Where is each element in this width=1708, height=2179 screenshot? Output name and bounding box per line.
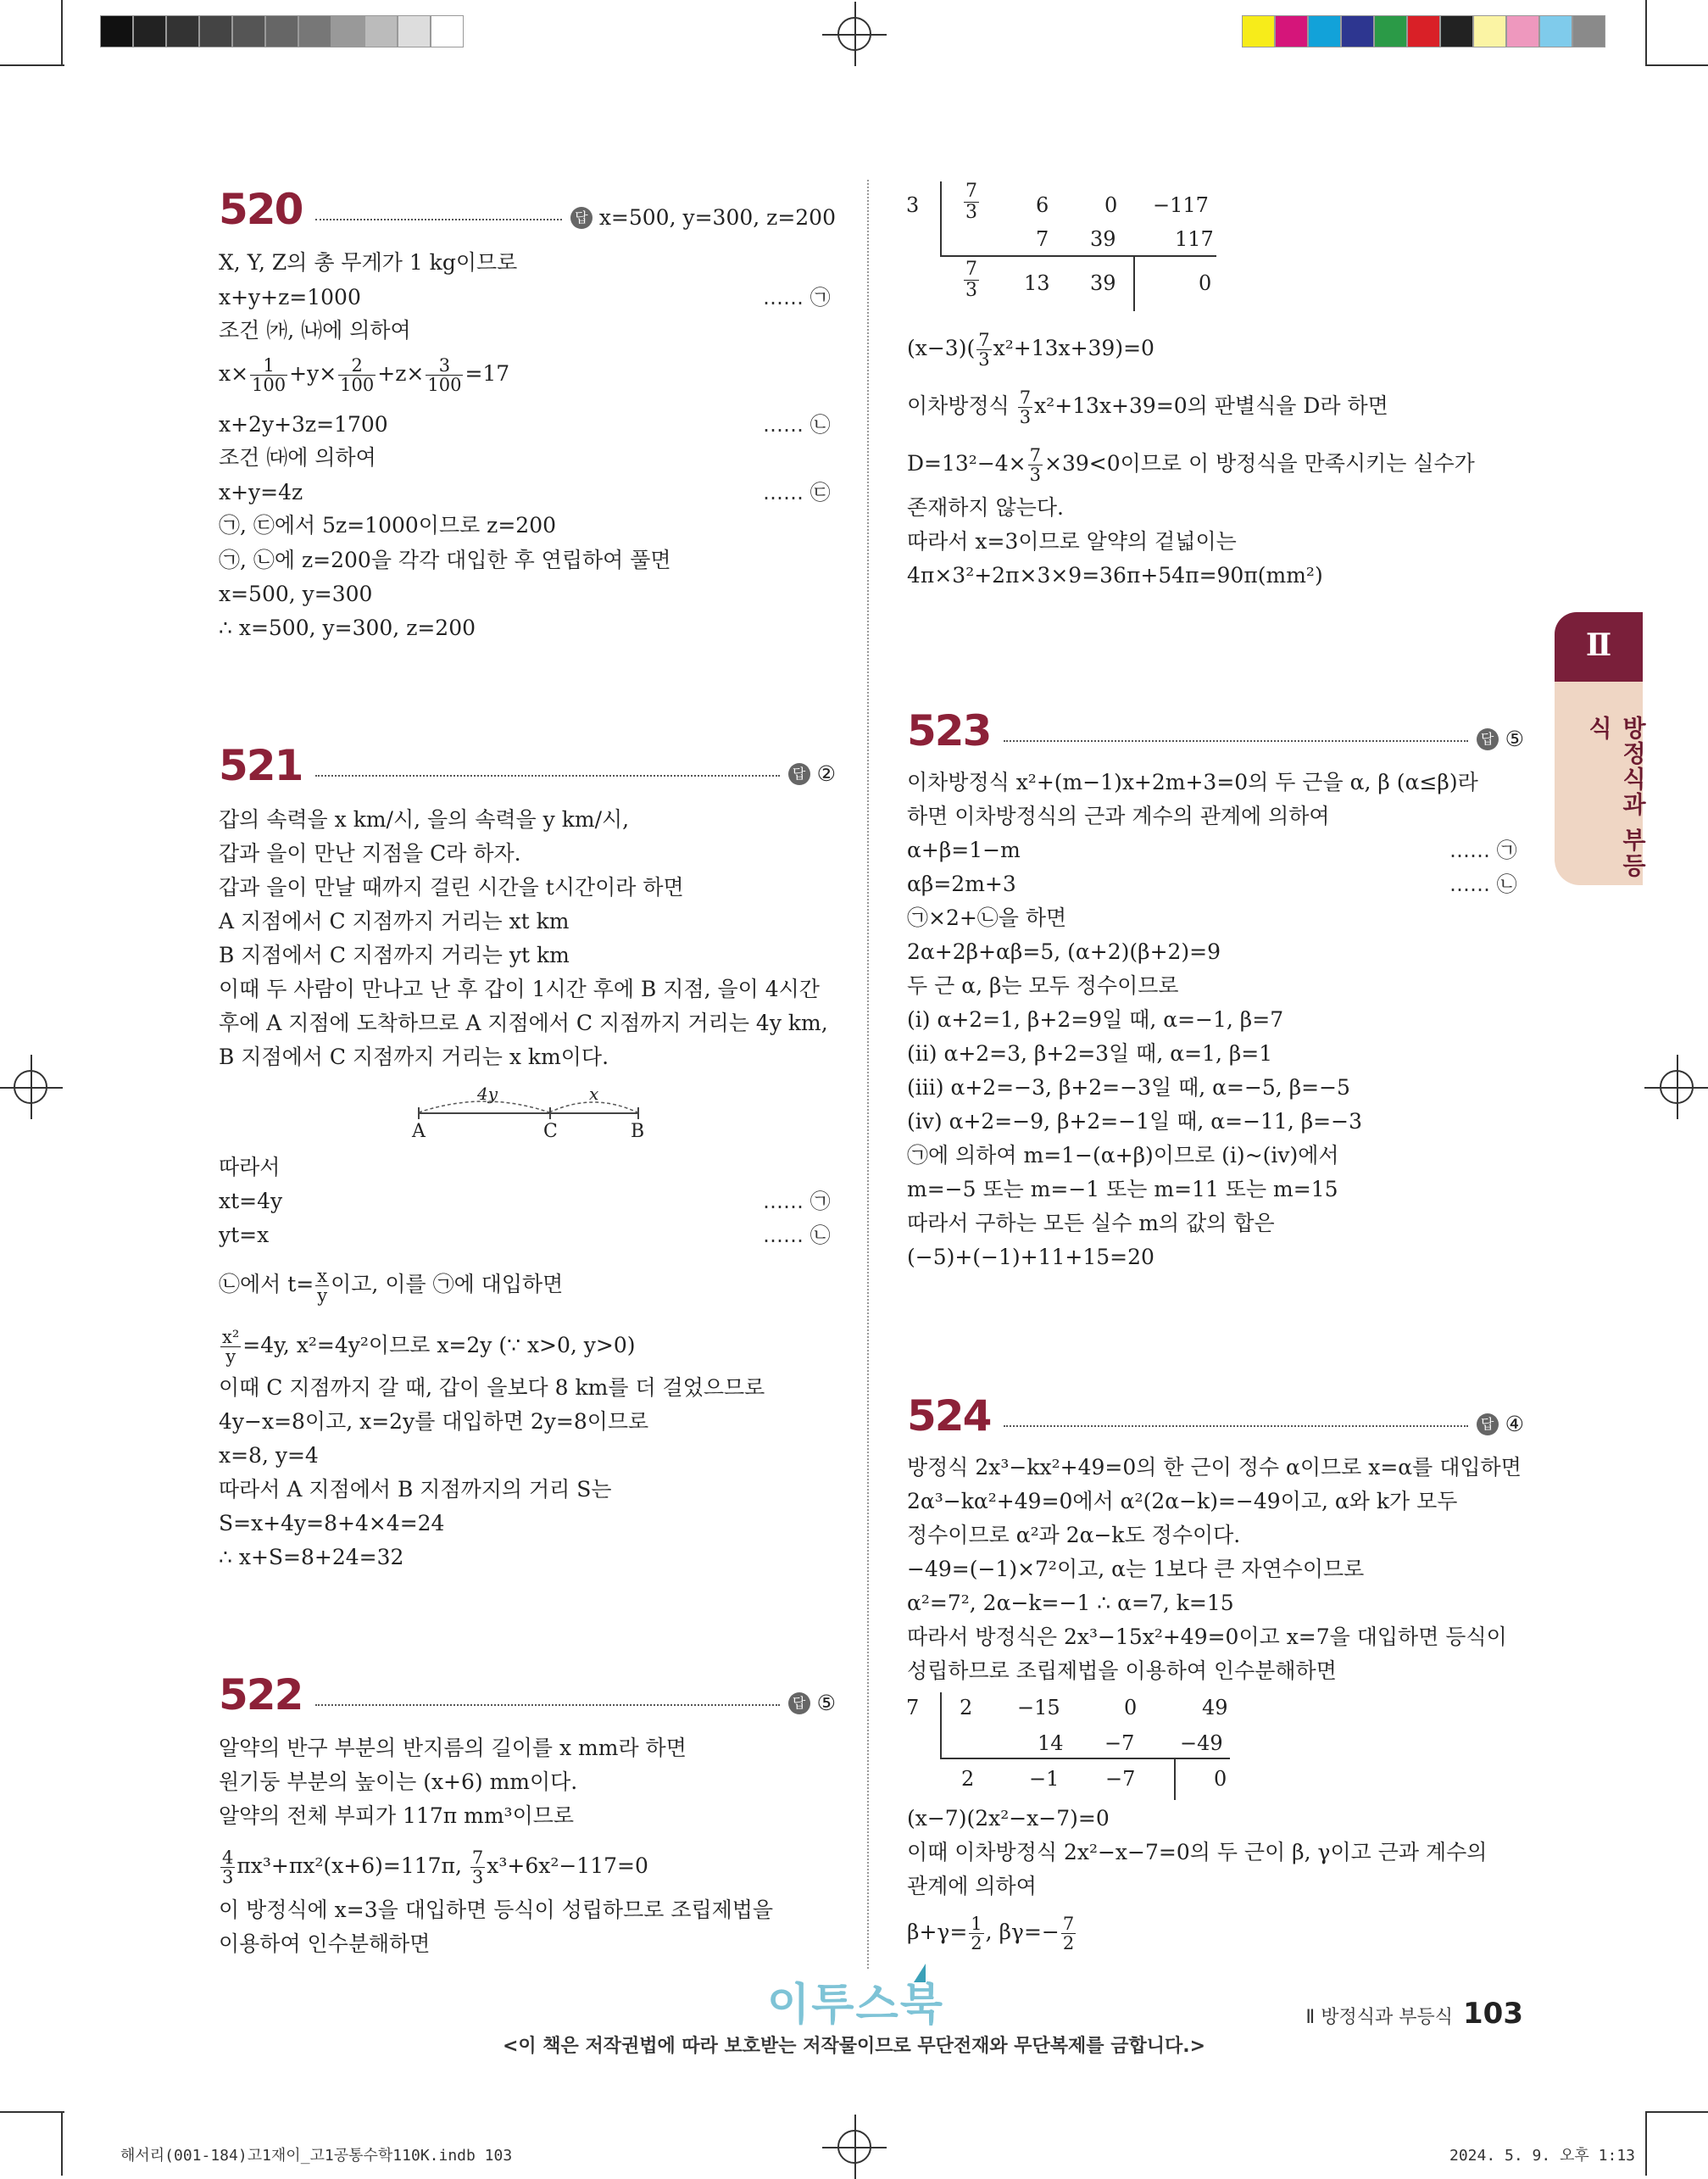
- crop-mark: [1645, 2111, 1647, 2176]
- synth-cell: 14: [1038, 1731, 1064, 1755]
- problem-header-522: [219, 1670, 836, 1719]
- fraction: $\frac{x}{y}$: [317, 1266, 328, 1306]
- solution-line: 조건 ㈎, ㈏에 의하여: [219, 318, 411, 343]
- synth-result-vline: [1174, 1758, 1176, 1800]
- color-swatch: [1407, 15, 1440, 47]
- solution-line: (ⅳ) α+2=−9, β+2=−1일 때, α=−11, β=−3: [907, 1109, 1362, 1134]
- publisher-logo: 이투스북: [767, 1980, 944, 2031]
- solution-line: 하면 이차방정식의 근과 계수의 관계에 의하여: [907, 804, 1330, 828]
- answer-text: ②: [816, 761, 836, 786]
- solution-line: 이때 C 지점까지 갈 때, 갑이 을보다 8 km를 더 걸었으므로: [219, 1375, 765, 1400]
- solution-line: 2α³−kα²+49=0에서 α²(2α−k)=−49이고, α와 k가 모두: [907, 1489, 1458, 1513]
- solution-line: x+y=4z: [219, 480, 303, 504]
- answer: [1477, 1412, 1524, 1437]
- solution-line: x+2y+3z=1700: [219, 412, 388, 437]
- solution-line-fraction: (x−3)( $\frac{7}{3}$ x²+13x+39)=0: [907, 330, 1154, 370]
- synth-cell: −49: [1180, 1731, 1223, 1755]
- synth-hline: [940, 1758, 1230, 1759]
- synth-cell: 0: [1214, 1767, 1227, 1791]
- gray-swatch: [265, 15, 298, 47]
- fraction: $\frac{1}{2}$: [971, 1914, 982, 1953]
- solution-line-fraction: β+γ= $\frac{1}{2}$ , βγ=− $\frac{7}{2}$: [907, 1914, 1075, 1953]
- fraction: $\frac{2}{100}$: [340, 355, 375, 395]
- answer-badge: 답: [570, 207, 593, 229]
- solution-line: 존재하지 않는다.: [907, 495, 1064, 520]
- synth-cell-frac: $\frac{7}{3}$: [965, 181, 977, 223]
- solution-line: 이용하여 인수분해하면: [219, 1931, 431, 1956]
- synth-cell: 6: [1036, 193, 1049, 217]
- synth-cell-frac: $\frac{7}{3}$: [965, 259, 977, 301]
- solution-line: 따라서 방정식은 2x³−15x²+49=0이고 x=7을 대입하면 등식이: [907, 1624, 1507, 1649]
- synth-cell: 7: [1036, 227, 1049, 251]
- problem-number: 523: [907, 706, 991, 755]
- equation-tag: …… ㉠: [763, 286, 831, 309]
- leader-dots: [315, 775, 779, 777]
- footer-section-title: Ⅱ 방정식과 부등식: [1305, 2007, 1454, 2028]
- synth-result-vline: [1133, 255, 1135, 311]
- equation-tag: …… ㉠: [763, 1190, 831, 1213]
- color-swatch: [1308, 15, 1341, 47]
- fraction: $\frac{7}{3}$: [471, 1847, 484, 1887]
- diagram-point-A: A: [412, 1121, 426, 1142]
- answer: [788, 761, 836, 787]
- column-divider: [867, 180, 869, 1969]
- problem-number: 521: [219, 741, 303, 790]
- fraction: $\frac{\text{x²}}{y}$: [222, 1327, 240, 1367]
- problem-header-523: [907, 706, 1524, 755]
- solution-line-fraction: ㉡에서 t= $\frac{x}{y}$ 이고, 이를 ㉠에 대입하면: [219, 1266, 564, 1306]
- solution-line: 이때 이차방정식 2x²−x−7=0의 두 근이 β, γ이고 근과 계수의: [907, 1840, 1488, 1864]
- solution-line: (ⅱ) α+2=3, β+2=3일 때, α=1, β=1: [907, 1041, 1273, 1066]
- solution-line: (x−7)(2x²−x−7)=0: [907, 1806, 1110, 1831]
- gray-swatch: [199, 15, 232, 47]
- gray-swatch: [166, 15, 199, 47]
- crop-mark: [61, 0, 63, 66]
- synth-cell: −117: [1153, 193, 1209, 217]
- equation-tag: …… ㉡: [763, 1223, 831, 1247]
- gray-swatch: [331, 15, 364, 47]
- gray-swatch: [298, 15, 331, 47]
- registration-mark-icon: [14, 1070, 47, 1104]
- synth-cell: 39: [1090, 227, 1116, 251]
- gray-swatch: [100, 15, 133, 47]
- crop-mark: [0, 64, 64, 66]
- diagram-point-C: C: [543, 1121, 558, 1142]
- color-calibration-bar: [1242, 15, 1605, 47]
- solution-line: (−5)+(−1)+11+15=20: [907, 1245, 1154, 1269]
- synth-vline: [940, 1692, 942, 1758]
- leader-dots: [1004, 1425, 1467, 1427]
- chapter-tab-label: 방정식과 부등식: [1555, 682, 1643, 885]
- synth-cell: −7: [1104, 1731, 1135, 1755]
- logo-mark-icon: [914, 1964, 926, 1982]
- fraction: $\frac{4}{3}$: [222, 1847, 234, 1887]
- distance-arcs: [417, 1089, 641, 1119]
- registration-mark-icon: [1660, 1070, 1694, 1104]
- diagram-tick: [637, 1107, 639, 1119]
- solution-line: xt=4y: [219, 1189, 283, 1213]
- solution-line: A 지점에서 C 지점까지 거리는 xt km: [219, 909, 570, 933]
- fraction: $\frac{7}{3}$: [1019, 387, 1032, 427]
- color-swatch: [1572, 15, 1605, 47]
- problem-header-520: [219, 185, 836, 234]
- solution-line: 따라서 구하는 모든 실수 m의 값의 합은: [907, 1211, 1275, 1235]
- solution-line-fraction: D=13²−4× $\frac{7}{3}$ ×39<0이므로 이 방정식을 만족시키는 실수가: [907, 445, 1475, 485]
- solution-line: 두 근 α, β는 모두 정수이므로: [907, 973, 1179, 998]
- problem-number: 522: [219, 1670, 303, 1719]
- problem-header-524: [907, 1391, 1524, 1441]
- crop-mark: [1645, 64, 1708, 66]
- footer-section: [1305, 1997, 1523, 2031]
- solution-line: α+β=1−m: [907, 838, 1021, 862]
- color-swatch: [1473, 15, 1506, 47]
- solution-line: B 지점에서 C 지점까지 거리는 x km이다.: [219, 1045, 609, 1069]
- synth-cell: 39: [1090, 271, 1116, 295]
- registration-mark-icon: [837, 17, 871, 51]
- grayscale-calibration-bar: [100, 15, 464, 47]
- synth-root: 3: [906, 193, 920, 217]
- synth-cell: 0: [1124, 1696, 1138, 1719]
- copyright-notice: <이 책은 저작권법에 따라 보호받는 저작물이므로 무단전재와 무단복제를 금합니다.>: [502, 2036, 1206, 2057]
- solution-line: α²=7², 2α−k=−1 ∴ α=7, k=15: [907, 1591, 1234, 1615]
- fraction: $\frac{7}{2}$: [1062, 1914, 1075, 1953]
- solution-line: 조건 ㈐에 의하여: [219, 445, 376, 470]
- solution-line-fraction: 이차방정식 $\frac{7}{3}$ x²+13x+39=0의 판별식을 D라 하면: [907, 387, 1388, 427]
- equation-tag: …… ㉠: [1449, 839, 1517, 862]
- synth-cell: −7: [1105, 1767, 1136, 1791]
- problem-number: 520: [219, 185, 303, 234]
- solution-line: 이때 두 사람이 만나고 난 후 갑이 1시간 후에 B 지점, 을이 4시간: [219, 977, 820, 1001]
- solution-line: B 지점에서 C 지점까지 거리는 yt km: [219, 943, 570, 967]
- answer-badge: 답: [788, 1692, 810, 1714]
- color-swatch: [1506, 15, 1539, 47]
- color-swatch: [1374, 15, 1407, 47]
- solution-line: x=500, y=300: [219, 582, 373, 606]
- answer: [570, 205, 836, 231]
- color-swatch: [1242, 15, 1275, 47]
- gray-swatch: [364, 15, 398, 47]
- answer-text: ④: [1505, 1412, 1524, 1436]
- diagram-tick: [549, 1107, 551, 1119]
- diagram-label-x: x: [589, 1084, 599, 1104]
- solution-line: (ⅲ) α+2=−3, β+2=−3일 때, α=−5, β=−5: [907, 1075, 1350, 1100]
- leader-dots: [1004, 740, 1467, 742]
- solution-line: 원기둥 부분의 높이는 (x+6) mm이다.: [219, 1769, 578, 1794]
- solution-line: 관계에 의하여: [907, 1874, 1037, 1898]
- solution-line: ㉠에 의하여 m=1−(α+β)이므로 (ⅰ)~(ⅳ)에서: [907, 1143, 1339, 1168]
- solution-line: (ⅰ) α+2=1, β+2=9일 때, α=−1, β=7: [907, 1007, 1284, 1032]
- solution-line: 방정식 2x³−kx²+49=0의 한 근이 정수 α이므로 x=α를 대입하면: [907, 1455, 1522, 1480]
- crop-mark: [1645, 2111, 1708, 2113]
- solution-line: 따라서 A 지점에서 B 지점까지의 거리 S는: [219, 1477, 612, 1502]
- synth-cell: 49: [1202, 1696, 1228, 1719]
- answer: [1477, 727, 1524, 752]
- synth-root: 7: [906, 1696, 920, 1719]
- synth-cell: 117: [1175, 227, 1214, 251]
- synth-cell: 0: [1104, 193, 1118, 217]
- solution-line: 이 방정식에 x=3을 대입하면 등식이 성립하므로 조립제법을: [219, 1898, 774, 1922]
- leader-dots: [315, 219, 561, 220]
- color-swatch: [1440, 15, 1473, 47]
- fraction: $\frac{7}{3}$: [978, 330, 990, 370]
- solution-line: ㉠, ㉢에서 5z=1000이므로 z=200: [219, 513, 557, 538]
- solution-line: 성립하므로 조립제법을 이용하여 인수분해하면: [907, 1658, 1337, 1683]
- synth-cell: −15: [1017, 1696, 1060, 1719]
- answer-badge: 답: [1477, 1413, 1499, 1435]
- color-swatch: [1275, 15, 1308, 47]
- synth-cell: 2: [961, 1767, 975, 1791]
- synth-cell: 2: [960, 1696, 973, 1719]
- solution-line: 따라서 x=3이므로 알약의 겉넓이는: [907, 529, 1237, 554]
- fraction: $\frac{3}{100}$: [427, 355, 462, 395]
- solution-line: ㉠×2+㉡을 하면: [907, 906, 1067, 930]
- answer-text: ⑤: [1505, 727, 1524, 751]
- equation-tag: …… ㉡: [1449, 872, 1517, 896]
- color-swatch: [1539, 15, 1572, 47]
- synth-cell: 0: [1199, 271, 1212, 295]
- registration-mark-icon: [837, 2130, 871, 2164]
- solution-line: 알약의 반구 부분의 반지름의 길이를 x mm라 하면: [219, 1736, 687, 1760]
- gray-swatch: [232, 15, 265, 47]
- equation-tag: …… ㉢: [763, 481, 831, 504]
- diagram-segment: [419, 1112, 639, 1114]
- answer-badge: 답: [788, 763, 810, 785]
- answer-badge: 답: [1477, 728, 1499, 750]
- solution-line: 4π×3²+2π×3×9=36π+54π=90π(mm²): [907, 563, 1323, 588]
- page-number: 103: [1463, 1997, 1523, 2031]
- solution-line-fraction: $\frac{4}{3}$ πx³+πx²(x+6)=117π, $\frac{7}{3}$ x³+6x²−117=0: [222, 1847, 648, 1887]
- solution-line: X, Y, Z의 총 무게가 1 kg이므로: [219, 250, 518, 275]
- crop-mark: [61, 2111, 63, 2176]
- gray-swatch: [431, 15, 464, 47]
- solution-line: 갑의 속력을 x km/시, 을의 속력을 y km/시,: [219, 807, 630, 832]
- problem-number: 524: [907, 1391, 991, 1441]
- answer: [788, 1691, 836, 1716]
- print-slug-date: 2024. 5. 9. 오후 1:13: [1449, 2147, 1635, 2165]
- equation-tag: …… ㉡: [763, 413, 831, 437]
- chapter-tab-roman: Ⅱ: [1555, 612, 1643, 682]
- solution-line: αβ=2m+3: [907, 872, 1016, 896]
- solution-line: 이차방정식 x²+(m−1)x+2m+3=0의 두 근을 α, β (α≤β)라: [907, 770, 1478, 794]
- synth-cell: −1: [1029, 1767, 1060, 1791]
- gray-swatch: [398, 15, 431, 47]
- color-swatch: [1341, 15, 1374, 47]
- solution-line: 2α+2β+αβ=5, (α+2)(β+2)=9: [907, 939, 1221, 964]
- solution-line: 갑과 을이 만난 지점을 C라 하자.: [219, 841, 521, 866]
- synth-vline: [940, 181, 942, 256]
- solution-line: m=−5 또는 m=−1 또는 m=11 또는 m=15: [907, 1177, 1338, 1201]
- solution-line: 알약의 전체 부피가 117π mm³이므로: [219, 1803, 575, 1828]
- crop-mark: [0, 2111, 64, 2113]
- solution-line: 갑과 을이 만날 때까지 걸린 시간을 t시간이라 하면: [219, 875, 684, 900]
- problem-header-521: [219, 741, 836, 790]
- solution-line: 따라서: [219, 1155, 281, 1179]
- solution-line: x+y+z=1000: [219, 285, 361, 309]
- gray-swatch: [133, 15, 166, 47]
- solution-line: 정수이므로 α²과 2α−k도 정수이다.: [907, 1523, 1241, 1547]
- solution-line: x=8, y=4: [219, 1443, 319, 1468]
- solution-line: ㉠, ㉡에 z=200을 각각 대입한 후 연립하여 풀면: [219, 548, 671, 572]
- synth-hline: [940, 255, 1216, 257]
- solution-line: −49=(−1)×7²이고, α는 1보다 큰 자연수이므로: [907, 1557, 1365, 1581]
- crop-mark: [1645, 0, 1647, 66]
- diagram-point-B: B: [631, 1121, 645, 1142]
- fraction: $\frac{1}{100}$: [252, 355, 287, 395]
- solution-line: ∴ x=500, y=300, z=200: [219, 616, 476, 640]
- solution-line: yt=x: [219, 1223, 270, 1247]
- print-slug-file: 해서리(001-184)고1재이_고1공통수학110K.indb 103: [120, 2147, 513, 2165]
- answer-text: x=500, y=300, z=200: [598, 205, 836, 230]
- solution-line: S=x+4y=8+4×4=24: [219, 1511, 445, 1535]
- solution-line: ∴ x+S=8+24=32: [219, 1545, 404, 1569]
- solution-line-fraction: $\frac{\text{x²}}{y}$ =4y, x²=4y²이므로 x=2y (∵ x>0, y>0): [222, 1327, 636, 1367]
- diagram-tick: [418, 1107, 420, 1119]
- solution-line: 4y−x=8이고, x=2y를 대입하면 2y=8이므로: [219, 1409, 649, 1434]
- diagram-label-4y: 4y: [477, 1084, 498, 1104]
- solution-line-fraction: x× $\frac{1}{100}$ +y× $\frac{2}{100}$ +z× $\frac{3}{100}$ =17: [219, 355, 510, 395]
- fraction: $\frac{7}{3}$: [1029, 445, 1041, 485]
- synth-cell: 13: [1024, 271, 1050, 295]
- answer-text: ⑤: [816, 1691, 836, 1715]
- leader-dots: [315, 1704, 779, 1706]
- solution-line: 후에 A 지점에 도착하므로 A 지점에서 C 지점까지 거리는 4y km,: [219, 1011, 828, 1035]
